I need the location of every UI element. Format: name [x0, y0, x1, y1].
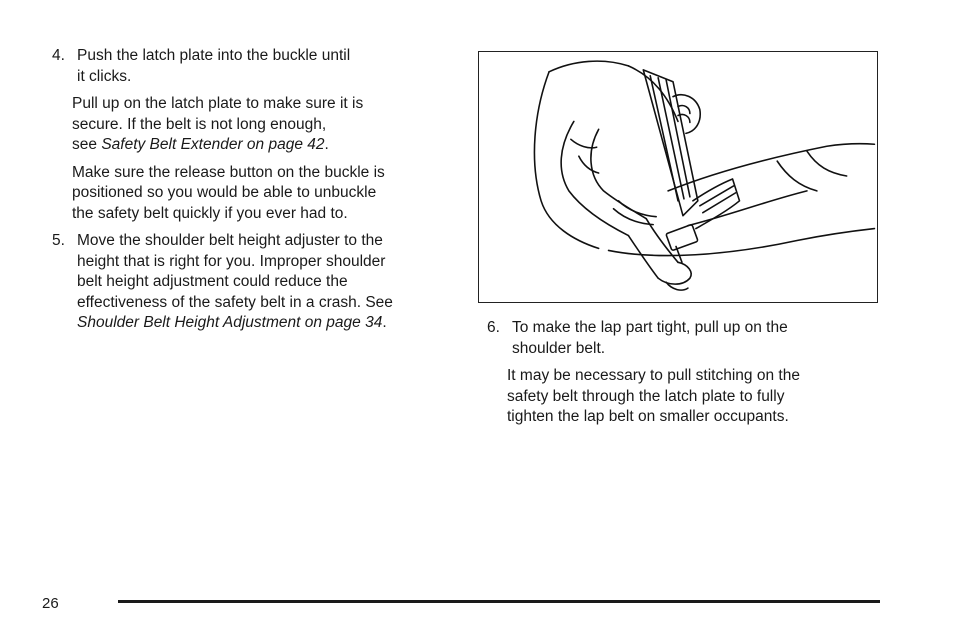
text-line: safety belt through the latch plate to fully [507, 387, 785, 405]
text-line: effectiveness of the safety belt in a crash. See [77, 293, 393, 311]
step-number: 6. [487, 319, 500, 336]
text-line: positioned so you would be able to unbuckle [72, 184, 377, 201]
text-line: it clicks. [77, 67, 132, 85]
step-number: 5. [52, 232, 65, 249]
punctuation: . [382, 314, 387, 331]
text-line: Pull up on the latch plate to make sure it is [72, 95, 364, 112]
text-line: Make sure the release button on the buckle is [72, 163, 385, 181]
text-line [77, 313, 452, 334]
text-line: To make the lap part tight, pull up on the [512, 319, 788, 336]
cross-reference-link[interactable]: Shoulder Belt Height Adjustment on page 34 [77, 314, 383, 331]
text-line: Move the shoulder belt height adjuster to the [77, 232, 383, 249]
text-line: belt height adjustment could reduce the [77, 273, 348, 290]
step-number: 4. [52, 47, 65, 64]
text-line [72, 135, 452, 156]
seatbelt-illustration [478, 51, 878, 303]
person-pulling-shoulder-belt-drawing [479, 52, 877, 302]
text-line: height that is right for you. Improper shoulder [77, 252, 386, 270]
release-button-paragraph [72, 163, 452, 225]
see-prefix: see [72, 136, 102, 153]
text-line: It may be necessary to pull stitching on the [507, 367, 800, 384]
text-line: secure. If the belt is not long enough, [72, 115, 327, 133]
page-number: 26 [42, 595, 59, 612]
text-line: the safety belt quickly if you ever had to. [72, 204, 348, 222]
latch-secure-paragraph [72, 94, 452, 156]
cross-reference-link[interactable]: Safety Belt Extender on page 42 [101, 136, 325, 153]
step-text [77, 46, 452, 87]
stitching-paragraph [507, 366, 877, 428]
step-4 [52, 46, 452, 87]
step-text [77, 231, 452, 334]
step-5 [52, 231, 452, 334]
text-line: Push the latch plate into the buckle until [77, 47, 351, 64]
right-column [487, 318, 877, 435]
step-6 [487, 318, 877, 359]
text-line: tighten the lap belt on smaller occupants. [507, 408, 789, 425]
punctuation: . [324, 136, 329, 153]
text-line: shoulder belt. [512, 339, 606, 357]
step-text [512, 318, 877, 359]
footer-rule [118, 600, 880, 603]
left-column [52, 46, 452, 341]
